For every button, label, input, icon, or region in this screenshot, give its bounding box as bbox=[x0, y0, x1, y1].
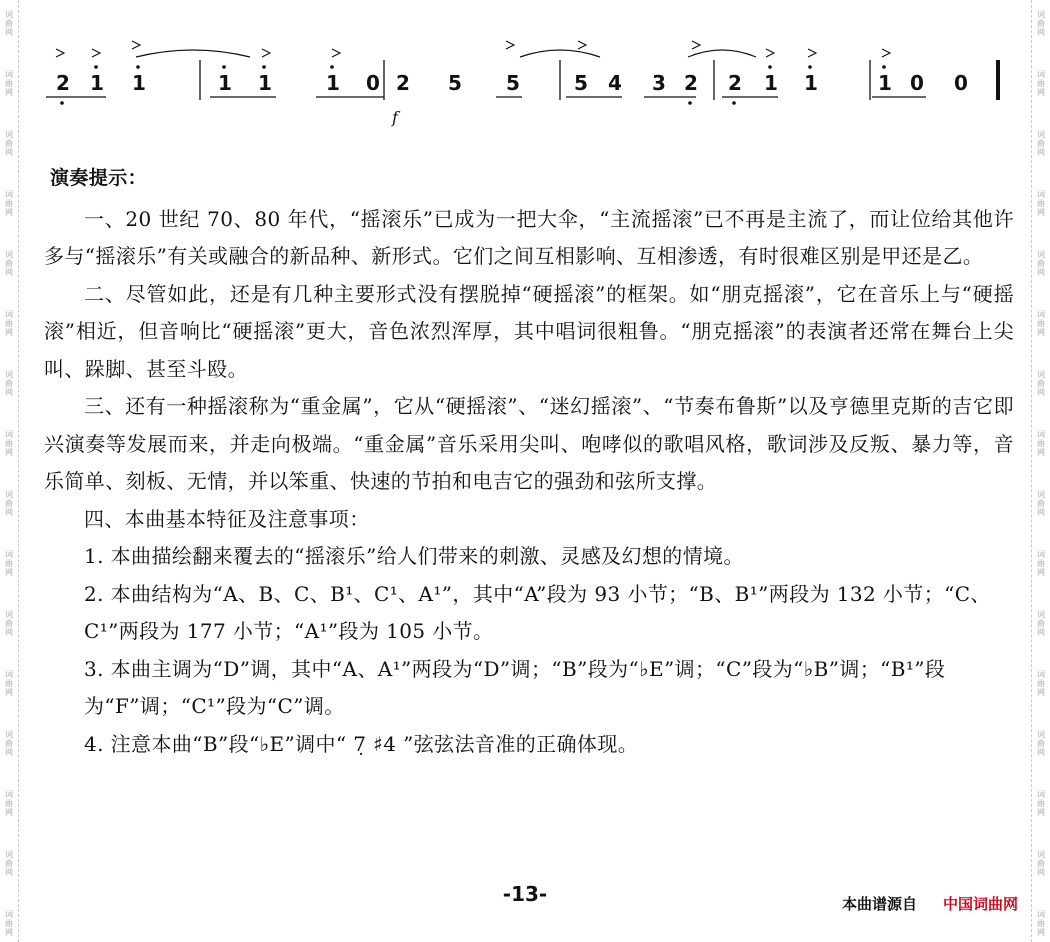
watermark-char: 词 bbox=[5, 490, 13, 499]
score-note: 2 bbox=[728, 71, 742, 95]
score-note: 1 bbox=[132, 71, 146, 95]
watermark-char: 曲 bbox=[5, 379, 13, 388]
dynamic-mark: f bbox=[392, 108, 398, 127]
watermark-text bbox=[2, 130, 16, 157]
accent-mark bbox=[92, 49, 100, 57]
score-note: 5 bbox=[506, 71, 520, 95]
watermark-char: 网 bbox=[5, 448, 13, 457]
watermark-char: 曲 bbox=[5, 19, 13, 28]
watermark-text bbox=[1034, 370, 1048, 397]
watermark-char: 网 bbox=[5, 208, 13, 217]
score-note: 2 bbox=[56, 71, 70, 95]
watermark-char: 曲 bbox=[5, 679, 13, 688]
watermark-char: 曲 bbox=[5, 619, 13, 628]
watermark-text bbox=[2, 790, 16, 817]
score-note: 1 bbox=[218, 71, 232, 95]
watermark-char: 词 bbox=[5, 790, 13, 799]
watermark-char: 曲 bbox=[1037, 619, 1045, 628]
score-staff bbox=[40, 35, 1025, 130]
watermark-char: 曲 bbox=[1037, 319, 1045, 328]
accent-mark bbox=[506, 41, 514, 49]
watermark-char: 网 bbox=[1037, 688, 1045, 697]
watermark-char: 网 bbox=[1037, 448, 1045, 457]
watermark-text bbox=[2, 730, 16, 757]
watermark-text bbox=[1034, 550, 1048, 577]
score-note: 0 bbox=[910, 71, 924, 95]
watermark-char: 网 bbox=[1037, 328, 1045, 337]
watermark-char: 网 bbox=[5, 688, 13, 697]
source-credit bbox=[842, 893, 1018, 914]
performance-notes bbox=[44, 160, 1014, 763]
watermark-char: 曲 bbox=[5, 739, 13, 748]
octave-dot bbox=[136, 65, 140, 69]
slur bbox=[136, 50, 250, 57]
watermark-text bbox=[2, 190, 16, 217]
watermark-char: 网 bbox=[5, 88, 13, 97]
watermark-text bbox=[2, 670, 16, 697]
watermark-text bbox=[2, 430, 16, 457]
watermark-char: 网 bbox=[5, 568, 13, 577]
watermark-char: 曲 bbox=[1037, 859, 1045, 868]
octave-dot bbox=[262, 65, 266, 69]
octave-dot bbox=[94, 65, 98, 69]
watermark-char: 词 bbox=[5, 670, 13, 679]
accent-mark bbox=[262, 49, 270, 57]
item-4: 4. 注意本曲“B”段“♭E”调中“ 7̣ ♯4 ”弦弦法音准的正确体现。 bbox=[84, 731, 639, 756]
watermark-text bbox=[2, 910, 16, 937]
watermark-char: 词 bbox=[1037, 430, 1045, 439]
watermark-char: 词 bbox=[1037, 250, 1045, 259]
watermark-text bbox=[1034, 130, 1048, 157]
octave-dot bbox=[882, 65, 886, 69]
watermark-text bbox=[1034, 250, 1048, 277]
slur bbox=[688, 50, 756, 57]
watermark-char: 曲 bbox=[5, 499, 13, 508]
watermark-char: 词 bbox=[1037, 70, 1045, 79]
watermark-text bbox=[1034, 310, 1048, 337]
paragraph-1: 一、20 世纪 70、80 年代，“摇滚乐”已成为一把大伞，“主流摇滚”已不再是主流了，而让位给其他许多与“摇滚乐”有关或融合的新品种、新形式。它们之间互相影响、互相渗透，有时很难区别是甲还是乙。 bbox=[44, 206, 1014, 268]
watermark-char: 词 bbox=[5, 610, 13, 619]
watermark-char: 词 bbox=[1037, 370, 1045, 379]
watermark-char: 词 bbox=[1037, 910, 1045, 919]
watermark-char: 词 bbox=[1037, 610, 1045, 619]
watermark-char: 词 bbox=[5, 730, 13, 739]
watermark-char: 网 bbox=[5, 388, 13, 397]
score-note: 5 bbox=[448, 71, 462, 95]
watermark-char: 词 bbox=[1037, 670, 1045, 679]
watermark-char: 网 bbox=[1037, 568, 1045, 577]
octave-dot bbox=[330, 65, 334, 69]
accent-mark bbox=[332, 49, 340, 57]
watermark-text bbox=[1034, 70, 1048, 97]
item-1: 1. 本曲描绘翻来覆去的“摇滚乐”给人们带来的刺激、灵感及幻想的情境。 bbox=[84, 544, 744, 568]
watermark-char: 网 bbox=[5, 508, 13, 517]
octave-dot bbox=[688, 101, 692, 105]
watermark-char: 网 bbox=[1037, 748, 1045, 757]
watermark-char: 网 bbox=[1037, 148, 1045, 157]
accent-mark bbox=[882, 49, 890, 57]
watermark-char: 词 bbox=[1037, 730, 1045, 739]
score-line bbox=[40, 35, 1025, 130]
watermark-char: 曲 bbox=[1037, 79, 1045, 88]
watermark-text bbox=[1034, 10, 1048, 37]
watermark-char: 曲 bbox=[1037, 439, 1045, 448]
slur bbox=[520, 50, 600, 57]
watermark-char: 网 bbox=[1037, 508, 1045, 517]
watermark-text bbox=[1034, 670, 1048, 697]
score-note: 2 bbox=[396, 71, 410, 95]
accent-mark bbox=[808, 49, 816, 57]
watermark-char: 曲 bbox=[5, 319, 13, 328]
score-note: 5 bbox=[574, 71, 588, 95]
accent-mark bbox=[132, 41, 140, 49]
watermark-text bbox=[1034, 910, 1048, 937]
watermark-char: 曲 bbox=[5, 919, 13, 928]
watermark-text bbox=[2, 610, 16, 637]
watermark-text bbox=[2, 10, 16, 37]
page-number: -13- bbox=[502, 882, 548, 906]
paragraph-4: 四、本曲基本特征及注意事项： bbox=[84, 506, 370, 531]
watermark-char: 词 bbox=[1037, 310, 1045, 319]
watermark-char: 网 bbox=[1037, 28, 1045, 37]
accent-mark bbox=[578, 41, 586, 49]
watermark-char: 网 bbox=[5, 628, 13, 637]
watermark-char: 网 bbox=[1037, 88, 1045, 97]
watermark-char: 网 bbox=[5, 28, 13, 37]
watermark-text bbox=[1034, 850, 1048, 877]
watermark-char: 词 bbox=[5, 850, 13, 859]
watermark-char: 曲 bbox=[1037, 379, 1045, 388]
notes-heading: 演奏提示： bbox=[50, 167, 148, 189]
source-brand: 中国词曲网 bbox=[942, 895, 1018, 913]
score-note: 0 bbox=[366, 71, 380, 95]
watermark-text bbox=[2, 850, 16, 877]
watermark-char: 词 bbox=[5, 550, 13, 559]
watermark-char: 网 bbox=[1037, 208, 1045, 217]
watermark-text bbox=[1034, 790, 1048, 817]
octave-dot bbox=[808, 65, 812, 69]
watermark-char: 曲 bbox=[5, 259, 13, 268]
watermark-text bbox=[2, 490, 16, 517]
watermark-char: 网 bbox=[1037, 868, 1045, 877]
octave-dot bbox=[732, 101, 736, 105]
item-2: 2. 本曲结构为“A、B、C、B¹、C¹、A¹”，其中“A”段为 93 小节；“B、B¹”两段为 132 小节；“C、C¹”两段为 177 小节；“A¹”段为 105 小节。 bbox=[84, 581, 991, 643]
octave-dot bbox=[60, 101, 64, 105]
watermark-char: 网 bbox=[5, 148, 13, 157]
score-note: 1 bbox=[804, 71, 818, 95]
score-note: 3 bbox=[652, 71, 666, 95]
watermark-text bbox=[2, 370, 16, 397]
octave-dot bbox=[222, 65, 226, 69]
watermark-char: 曲 bbox=[1037, 919, 1045, 928]
accent-mark bbox=[766, 49, 774, 57]
watermark-char: 词 bbox=[5, 310, 13, 319]
watermark-char: 曲 bbox=[1037, 559, 1045, 568]
watermark-char: 词 bbox=[5, 370, 13, 379]
watermark-text bbox=[1034, 190, 1048, 217]
watermark-text bbox=[2, 70, 16, 97]
score-note: 1 bbox=[258, 71, 272, 95]
watermark-char: 词 bbox=[1037, 130, 1045, 139]
watermark-char: 词 bbox=[5, 70, 13, 79]
watermark-text bbox=[1034, 490, 1048, 517]
watermark-char: 词 bbox=[1037, 10, 1045, 19]
watermark-char: 曲 bbox=[1037, 259, 1045, 268]
watermark-char: 曲 bbox=[1037, 139, 1045, 148]
watermark-char: 曲 bbox=[1037, 679, 1045, 688]
watermark-char: 网 bbox=[5, 748, 13, 757]
score-note: 0 bbox=[954, 71, 968, 95]
watermark-text bbox=[1034, 430, 1048, 457]
watermark-char: 词 bbox=[1037, 790, 1045, 799]
accent-mark bbox=[692, 41, 700, 49]
watermark-char: 网 bbox=[1037, 928, 1045, 937]
watermark-char: 网 bbox=[1037, 268, 1045, 277]
watermark-char: 曲 bbox=[1037, 799, 1045, 808]
watermark-char: 词 bbox=[5, 430, 13, 439]
watermark-char: 网 bbox=[5, 268, 13, 277]
watermark-char: 词 bbox=[5, 910, 13, 919]
watermark-char: 网 bbox=[1037, 808, 1045, 817]
watermark-char: 曲 bbox=[5, 439, 13, 448]
item-3: 3. 本曲主调为“D”调，其中“A、A¹”两段为“D”调；“B”段为“♭E”调；“C”段为“♭B”调；“B¹”段为“F”调；“C¹”段为“C”调。 bbox=[84, 656, 946, 718]
score-note: 4 bbox=[608, 71, 622, 95]
watermark-char: 曲 bbox=[1037, 739, 1045, 748]
watermark-char: 网 bbox=[5, 868, 13, 877]
watermark-char: 曲 bbox=[5, 139, 13, 148]
watermark-text bbox=[1034, 730, 1048, 757]
watermark-char: 曲 bbox=[1037, 199, 1045, 208]
watermark-char: 曲 bbox=[5, 79, 13, 88]
octave-dot bbox=[768, 65, 772, 69]
watermark-char: 曲 bbox=[5, 799, 13, 808]
score-note: 2 bbox=[684, 71, 698, 95]
watermark-char: 网 bbox=[1037, 388, 1045, 397]
watermark-char: 曲 bbox=[5, 859, 13, 868]
watermark-char: 曲 bbox=[5, 559, 13, 568]
watermark-char: 词 bbox=[5, 130, 13, 139]
watermark-text bbox=[1034, 610, 1048, 637]
paragraph-2: 二、尽管如此，还是有几种主要形式没有摆脱掉“硬摇滚”的框架。如“朋克摇滚”，它在音乐上与“硬摇滚”相近，但音响比“硬摇滚”更大，音色浓烈浑厚，其中唱词很粗鲁。“朋克摇滚”的表演者还常在舞台上尖叫、跺脚、甚至斗殴。 bbox=[44, 281, 1014, 381]
accent-mark bbox=[56, 49, 64, 57]
paragraph-3: 三、还有一种摇滚称为“重金属”，它从“硬摇滚”、“迷幻摇滚”、“节奏布鲁斯”以及亨德里克斯的吉它即兴演奏等发展而来，并走向极端。“重金属”音乐采用尖叫、咆哮似的歌唱风格，歌词涉及反叛、暴力等，音乐简单、刻板、无情，并以笨重、快速的节拍和电吉它的强劲和弦所支撑。 bbox=[44, 394, 1014, 493]
watermark-char: 网 bbox=[1037, 628, 1045, 637]
watermark-char: 词 bbox=[5, 190, 13, 199]
source-label: 本曲谱源自 bbox=[841, 895, 917, 913]
score-note: 1 bbox=[878, 71, 892, 95]
score-note: 1 bbox=[764, 71, 778, 95]
watermark-text bbox=[2, 310, 16, 337]
watermark-char: 网 bbox=[5, 328, 13, 337]
watermark-char: 曲 bbox=[1037, 499, 1045, 508]
watermark-text bbox=[2, 550, 16, 577]
watermark-text bbox=[2, 250, 16, 277]
watermark-char: 词 bbox=[1037, 550, 1045, 559]
score-note: 1 bbox=[326, 71, 340, 95]
watermark-char: 词 bbox=[1037, 850, 1045, 859]
watermark-char: 曲 bbox=[5, 199, 13, 208]
watermark-char: 词 bbox=[1037, 190, 1045, 199]
watermark-char: 曲 bbox=[1037, 19, 1045, 28]
watermark-char: 词 bbox=[1037, 490, 1045, 499]
watermark-char: 网 bbox=[5, 808, 13, 817]
watermark-char: 网 bbox=[5, 928, 13, 937]
watermark-char: 词 bbox=[5, 10, 13, 19]
watermark-char: 词 bbox=[5, 250, 13, 259]
score-note: 1 bbox=[90, 71, 104, 95]
